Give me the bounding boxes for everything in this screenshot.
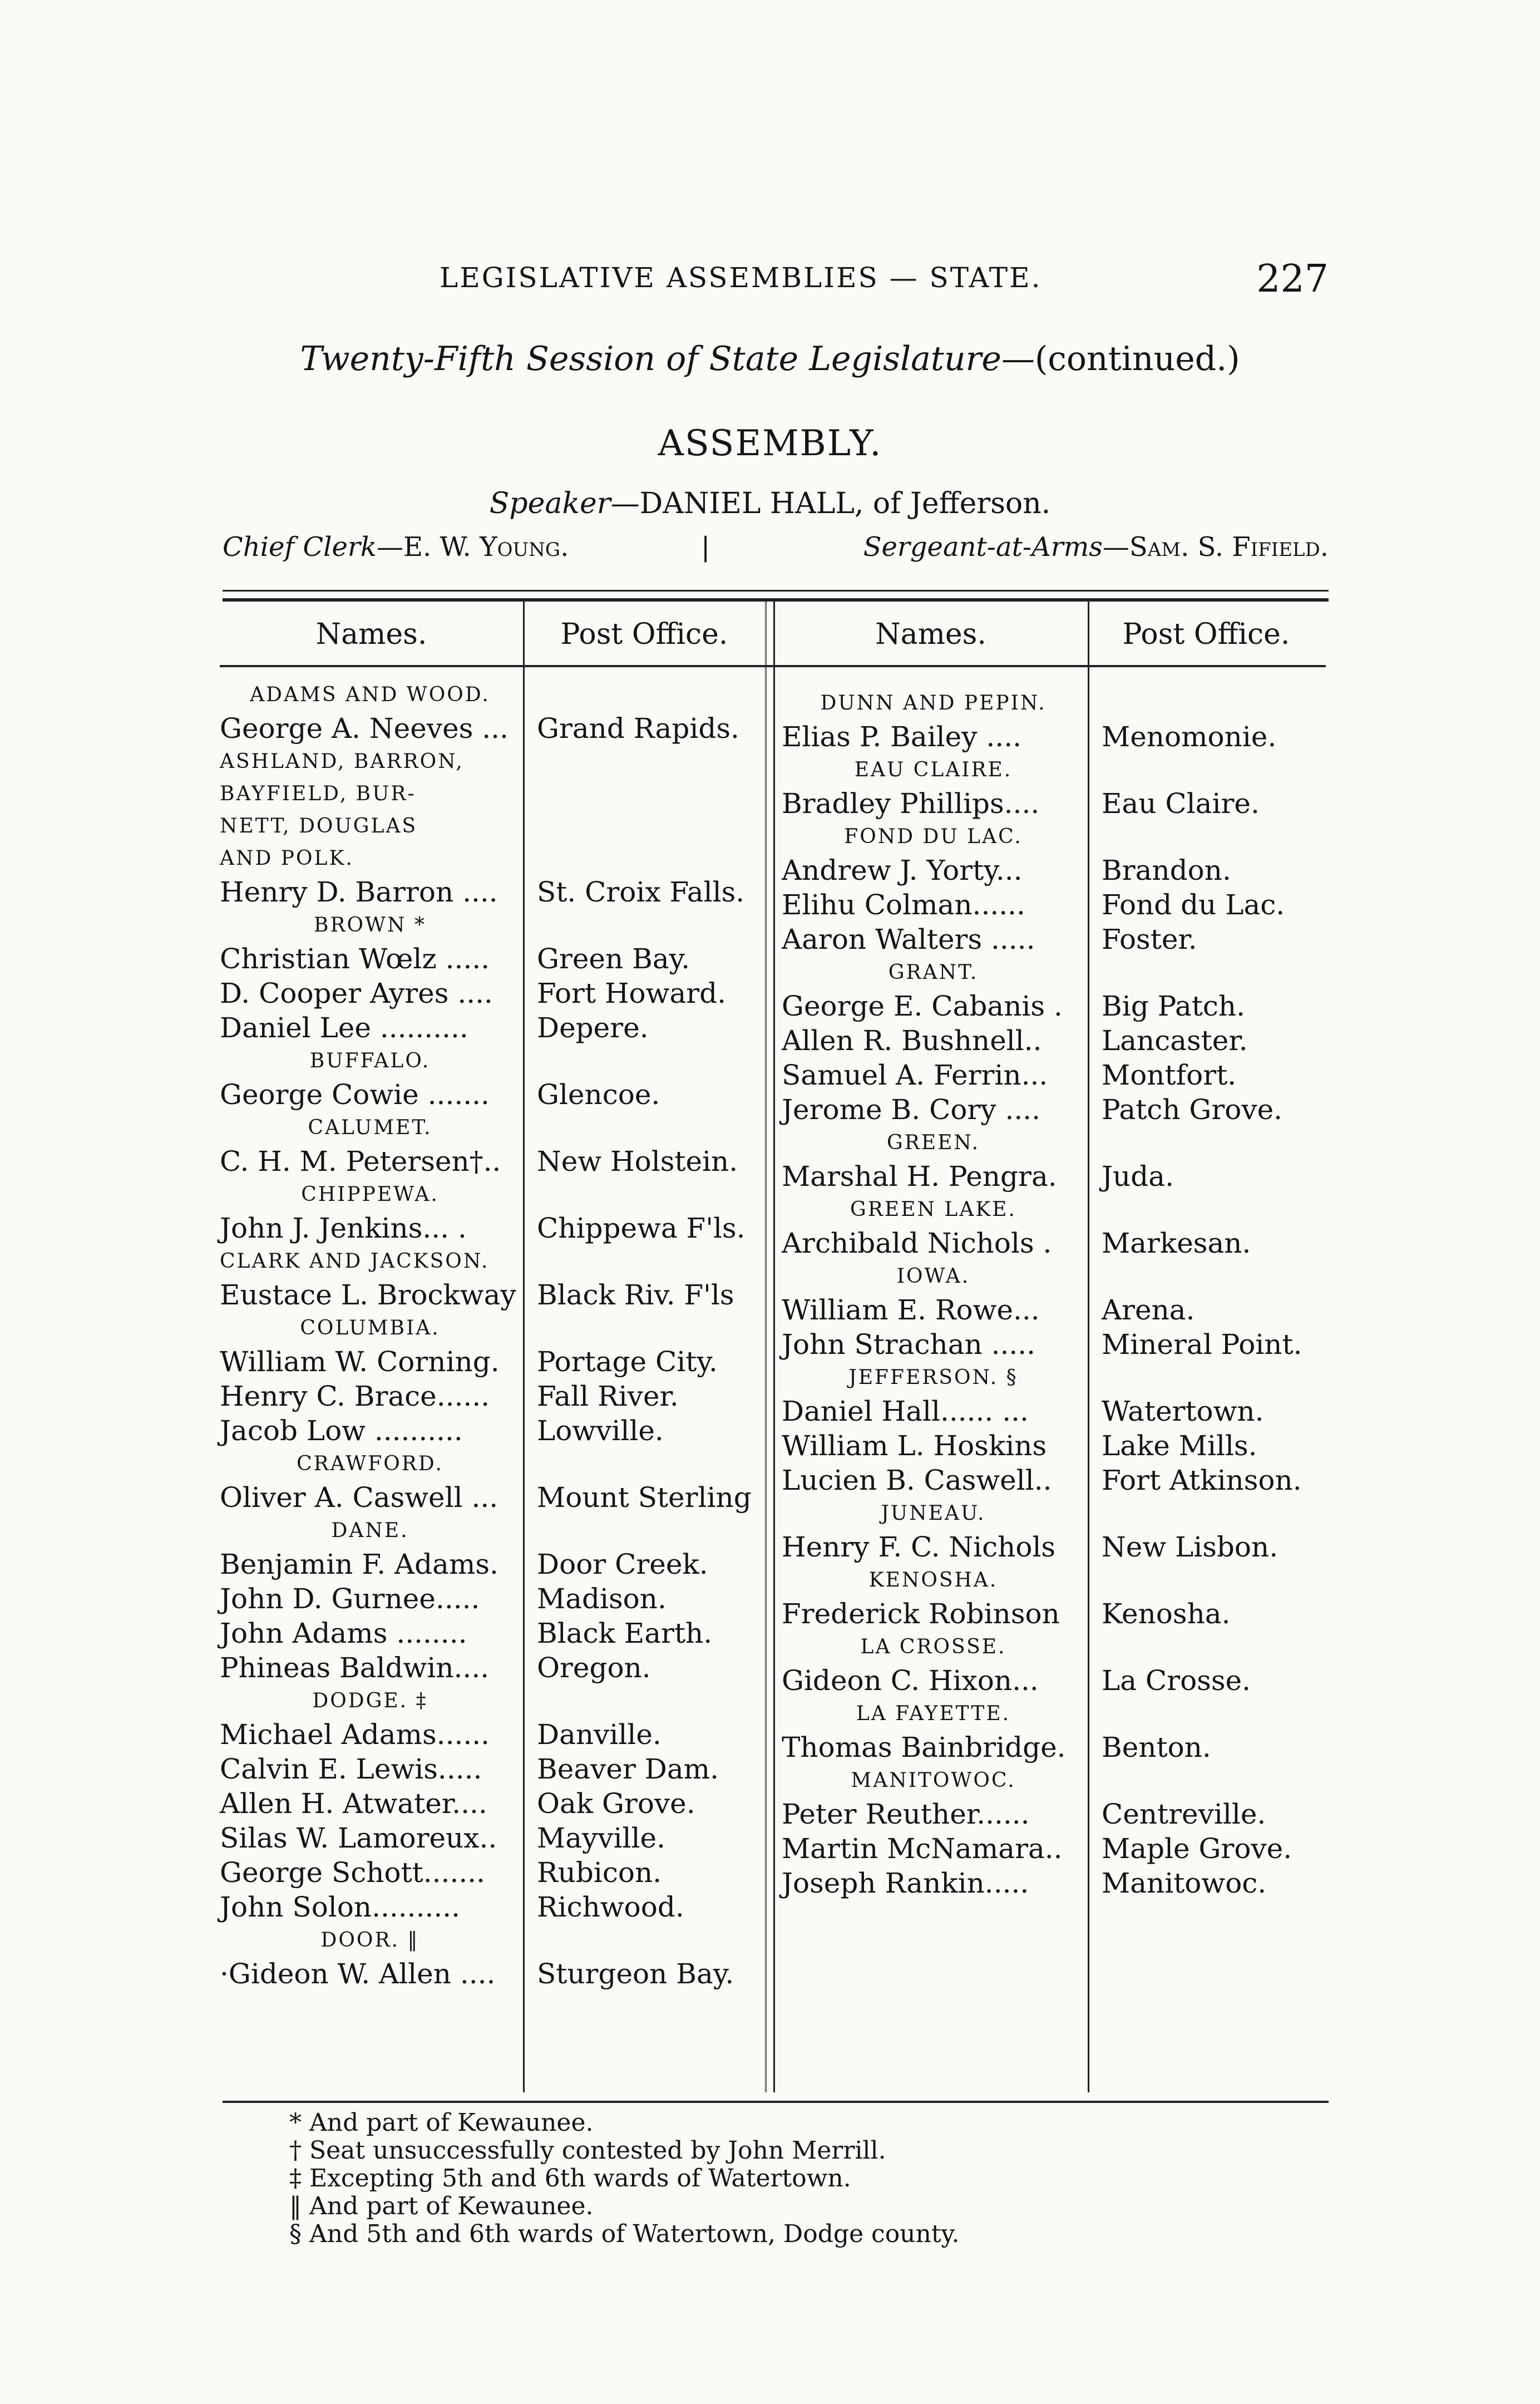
member-name: Samuel A. Ferrin... [782, 1059, 1048, 1091]
member-post-office: Mineral Point. [1102, 1328, 1302, 1361]
district-heading: DODGE. ‡ [312, 1689, 428, 1712]
member-name: Thomas Bainbridge. [782, 1731, 1066, 1763]
member-post-office: Maple Grove. [1102, 1832, 1292, 1865]
header-names-left: Names. [315, 618, 427, 651]
district-heading: BAYFIELD, BUR- [220, 782, 416, 805]
member-post-office: Big Patch. [1102, 990, 1246, 1022]
member-name: Benjamin F. Adams. [220, 1548, 498, 1580]
district-heading: CLARK AND JACKSON. [220, 1250, 490, 1273]
member-name: Phineas Baldwin.... [220, 1652, 490, 1684]
district-heading: BROWN * [313, 914, 427, 937]
member-name: Archibald Nichols . [782, 1227, 1052, 1259]
member-name: Calvin E. Lewis..... [220, 1753, 482, 1785]
district-heading: LA CROSSE. [860, 1635, 1006, 1658]
district-heading: DUNN AND PEPIN. [820, 692, 1047, 715]
district-spacer [1090, 1260, 1324, 1293]
member-post-office: Patch Grove. [1102, 1093, 1283, 1126]
member-post-office: Brandon. [1102, 854, 1231, 886]
district-heading: CRAWFORD. [297, 1452, 443, 1475]
running-title: LEGISLATIVE ASSEMBLIES — STATE. [440, 262, 1042, 294]
district-spacer [526, 1685, 765, 1717]
member-post-office: Beaver Dam. [537, 1753, 719, 1785]
member-name: George Cowie ....... [220, 1078, 490, 1111]
district-spacer [526, 1112, 765, 1144]
column-divider [1088, 601, 1089, 2092]
district-spacer [526, 679, 765, 711]
session-title-plain: (continued.) [1034, 339, 1240, 378]
body-title: ASSEMBLY. [658, 423, 882, 464]
left-post-office-column [526, 679, 765, 1991]
district-heading: COLUMBIA. [300, 1317, 440, 1339]
district-spacer [1090, 957, 1324, 989]
district-spacer [1090, 1127, 1324, 1159]
sergeant-label: Sergeant-at-Arms— [863, 531, 1129, 563]
district-heading: GREEN LAKE. [850, 1198, 1016, 1221]
member-name: Frederick Robinson [782, 1598, 1060, 1630]
member-post-office: Juda. [1102, 1160, 1174, 1193]
district-spacer [1090, 1194, 1324, 1226]
district-spacer [1090, 1564, 1324, 1597]
district-heading: IOWA. [896, 1265, 970, 1288]
member-name: William W. Corning. [220, 1346, 500, 1378]
member-post-office: Manitowoc. [1102, 1867, 1267, 1899]
member-post-office: Lake Mills. [1102, 1430, 1257, 1462]
member-post-office: Green Bay. [537, 943, 690, 975]
speaker-line [0, 487, 1540, 520]
district-spacer [526, 1515, 765, 1547]
member-name: John Solon.......... [220, 1891, 461, 1923]
member-name: Peter Reuther...... [782, 1798, 1030, 1830]
footnote: † Seat unsuccessfully contested by John Merrill. [289, 2136, 886, 2165]
member-post-office: Oak Grove. [537, 1787, 695, 1820]
member-post-office: Rubicon. [537, 1856, 662, 1889]
member-name: C. H. M. Petersen†.. [220, 1145, 501, 1178]
district-spacer [526, 810, 765, 843]
member-post-office: Portage City. [537, 1346, 718, 1378]
member-name: William L. Hoskins [782, 1430, 1047, 1462]
district-spacer [526, 1045, 765, 1077]
member-name: Jerome B. Cory .... [782, 1093, 1041, 1126]
member-name: John D. Gurnee..... [220, 1583, 480, 1615]
district-spacer [526, 778, 765, 810]
footer-rule [223, 2101, 1329, 2103]
member-post-office: Lowville. [537, 1415, 664, 1447]
member-post-office: Richwood. [537, 1891, 684, 1923]
member-name: Jacob Low .......... [220, 1415, 463, 1447]
right-names-column [782, 687, 1085, 1900]
district-heading: DANE. [331, 1519, 409, 1542]
member-post-office: Eau Claire. [1102, 787, 1260, 820]
member-post-office: Benton. [1102, 1731, 1211, 1763]
district-heading: JEFFERSON. § [848, 1366, 1018, 1389]
left-names-column [220, 679, 520, 1991]
member-post-office: Lancaster. [1102, 1024, 1248, 1057]
member-name: Eustace L. Brockway [220, 1279, 516, 1311]
district-spacer [1090, 1698, 1324, 1730]
officers-line [223, 531, 1329, 570]
footnote: § And 5th and 6th wards of Watertown, Dodge county. [289, 2220, 960, 2248]
session-title-italic: Twenty-Fifth Session of State Legislature— [300, 339, 1035, 378]
member-name: Michael Adams...... [220, 1718, 490, 1751]
member-name: George E. Cabanis . [782, 990, 1063, 1022]
member-name: Oliver A. Caswell ... [220, 1481, 498, 1514]
member-name: John J. Jenkins... . [220, 1212, 467, 1244]
member-post-office: Depere. [537, 1012, 649, 1044]
member-name: Lucien B. Caswell.. [782, 1464, 1052, 1496]
district-spacer [526, 1245, 765, 1278]
district-spacer [526, 843, 765, 875]
member-post-office: New Lisbon. [1102, 1531, 1279, 1563]
member-name: Henry C. Brace...... [220, 1380, 490, 1412]
district-spacer [526, 746, 765, 778]
district-spacer [526, 1312, 765, 1344]
district-heading: GREEN. [886, 1131, 980, 1154]
district-heading: BUFFALO. [309, 1050, 431, 1072]
district-spacer [1090, 1362, 1324, 1394]
district-heading: NETT, DOUGLAS [220, 815, 418, 838]
center-double-divider [765, 601, 775, 2092]
member-post-office: Mayville. [537, 1822, 665, 1854]
district-heading: ADAMS AND WOOD. [250, 683, 490, 706]
member-post-office: Arena. [1102, 1294, 1195, 1326]
running-head [0, 257, 1540, 312]
district-heading: GRANT. [888, 961, 979, 984]
footnote: ‡ Excepting 5th and 6th wards of Watertown. [289, 2164, 851, 2193]
district-spacer [1090, 687, 1324, 720]
member-name: Christian Wœlz ..... [220, 943, 490, 975]
member-name: Henry F. C. Nichols [782, 1531, 1056, 1563]
district-heading: CALUMET. [308, 1116, 432, 1139]
member-name: Joseph Rankin..... [782, 1867, 1029, 1899]
member-post-office: Chippewa F'ls. [537, 1212, 746, 1244]
page-number: 227 [1256, 257, 1329, 301]
member-post-office: Black Riv. F'ls [537, 1279, 734, 1311]
footnote: ‖ And part of Kewaunee. [289, 2192, 594, 2220]
chief-clerk [223, 531, 569, 563]
member-name: Henry D. Barron .... [220, 876, 498, 908]
member-name: Daniel Lee .......... [220, 1012, 468, 1044]
district-heading: EAU CLAIRE. [854, 758, 1013, 781]
member-post-office: Black Earth. [537, 1617, 713, 1649]
sergeant-value: Sam. S. Fifield. [1129, 531, 1329, 563]
member-post-office: Fort Atkinson. [1102, 1464, 1302, 1496]
district-heading: LA FAYETTE. [856, 1702, 1011, 1725]
district-heading: KENOSHA. [868, 1569, 998, 1592]
speaker-value: DANIEL HALL, of Jefferson. [639, 487, 1051, 520]
member-name: Martin McNamara.. [782, 1832, 1063, 1865]
district-spacer [526, 1179, 765, 1211]
member-post-office: Oregon. [537, 1652, 651, 1684]
members-table [220, 601, 1326, 2092]
member-name: William E. Rowe... [782, 1294, 1040, 1326]
footnotes [289, 2109, 960, 2248]
district-heading: MANITOWOC. [851, 1769, 1016, 1792]
officers-divider: | [701, 531, 710, 563]
district-heading: CHIPPEWA. [301, 1183, 439, 1206]
member-name: Elias P. Bailey .... [782, 721, 1021, 753]
member-name: Allen R. Bushnell.. [782, 1024, 1042, 1057]
right-post-office-column [1090, 687, 1324, 1900]
district-spacer [526, 909, 765, 942]
member-name: Allen H. Atwater.... [220, 1787, 487, 1820]
member-post-office: Markesan. [1102, 1227, 1251, 1259]
member-post-office: Watertown. [1102, 1395, 1264, 1427]
member-post-office: Menomonie. [1102, 721, 1277, 753]
member-post-office: Fond du Lac. [1102, 889, 1285, 921]
chief-clerk-value: E. W. Young. [403, 531, 569, 563]
district-heading: FOND DU LAC. [844, 825, 1023, 848]
district-spacer [1090, 1631, 1324, 1663]
member-name: D. Cooper Ayres .... [220, 977, 493, 1009]
district-spacer [1090, 1497, 1324, 1530]
member-name: Elihu Colman...... [782, 889, 1025, 921]
member-name: Aaron Walters ..... [782, 923, 1035, 955]
member-name: Bradley Phillips.... [782, 787, 1040, 820]
member-post-office: Danville. [537, 1718, 662, 1751]
member-name: John Strachan ..... [782, 1328, 1036, 1361]
member-post-office: Centreville. [1102, 1798, 1266, 1830]
header-double-rule [223, 590, 1329, 602]
header-post-office-left: Post Office. [560, 618, 728, 651]
district-spacer [1090, 821, 1324, 853]
column-divider [523, 601, 525, 2092]
district-heading: ASHLAND, BARRON, [220, 750, 464, 773]
header-post-office-right: Post Office. [1122, 618, 1290, 651]
member-post-office: Montfort. [1102, 1059, 1237, 1091]
member-name: Andrew J. Yorty... [782, 854, 1023, 886]
member-name: George Schott....... [220, 1856, 486, 1889]
member-post-office: Fort Howard. [537, 977, 727, 1009]
district-heading: JUNEAU. [881, 1502, 986, 1525]
member-post-office: Sturgeon Bay. [537, 1958, 734, 1990]
member-name: ·Gideon W. Allen .... [220, 1958, 496, 1990]
district-spacer [526, 1448, 765, 1480]
member-post-office: Door Creek. [537, 1548, 708, 1580]
district-heading: AND POLK. [220, 847, 354, 870]
member-post-office: Mount Sterling [537, 1481, 752, 1514]
member-post-office: La Crosse. [1102, 1664, 1251, 1697]
header-names-right: Names. [875, 618, 986, 651]
member-post-office: Foster. [1102, 923, 1197, 955]
member-post-office: Madison. [537, 1583, 667, 1615]
session-title [0, 339, 1540, 378]
sergeant-at-arms [863, 531, 1329, 563]
district-spacer [1090, 1765, 1324, 1797]
speaker-label: Speaker— [489, 487, 640, 520]
member-post-office: Kenosha. [1102, 1598, 1231, 1630]
member-post-office: New Holstein. [537, 1145, 738, 1178]
member-post-office: St. Croix Falls. [537, 876, 745, 908]
district-heading: DOOR. ‖ [320, 1929, 419, 1952]
member-name: Daniel Hall...... ... [782, 1395, 1029, 1427]
district-spacer [1090, 754, 1324, 786]
member-post-office: Glencoe. [537, 1078, 660, 1111]
footnote: * And part of Kewaunee. [289, 2109, 594, 2137]
member-name: George A. Neeves ... [220, 712, 509, 745]
header-rule [220, 665, 1326, 667]
member-name: John Adams ........ [220, 1617, 467, 1649]
chief-clerk-label: Chief Clerk— [223, 531, 403, 563]
member-post-office: Grand Rapids. [537, 712, 739, 745]
member-name: Gideon C. Hixon... [782, 1664, 1039, 1697]
member-name: Marshal H. Pengra. [782, 1160, 1057, 1193]
member-name: Silas W. Lamoreux.. [220, 1822, 497, 1854]
district-spacer [526, 1924, 765, 1957]
member-post-office: Fall River. [537, 1380, 679, 1412]
